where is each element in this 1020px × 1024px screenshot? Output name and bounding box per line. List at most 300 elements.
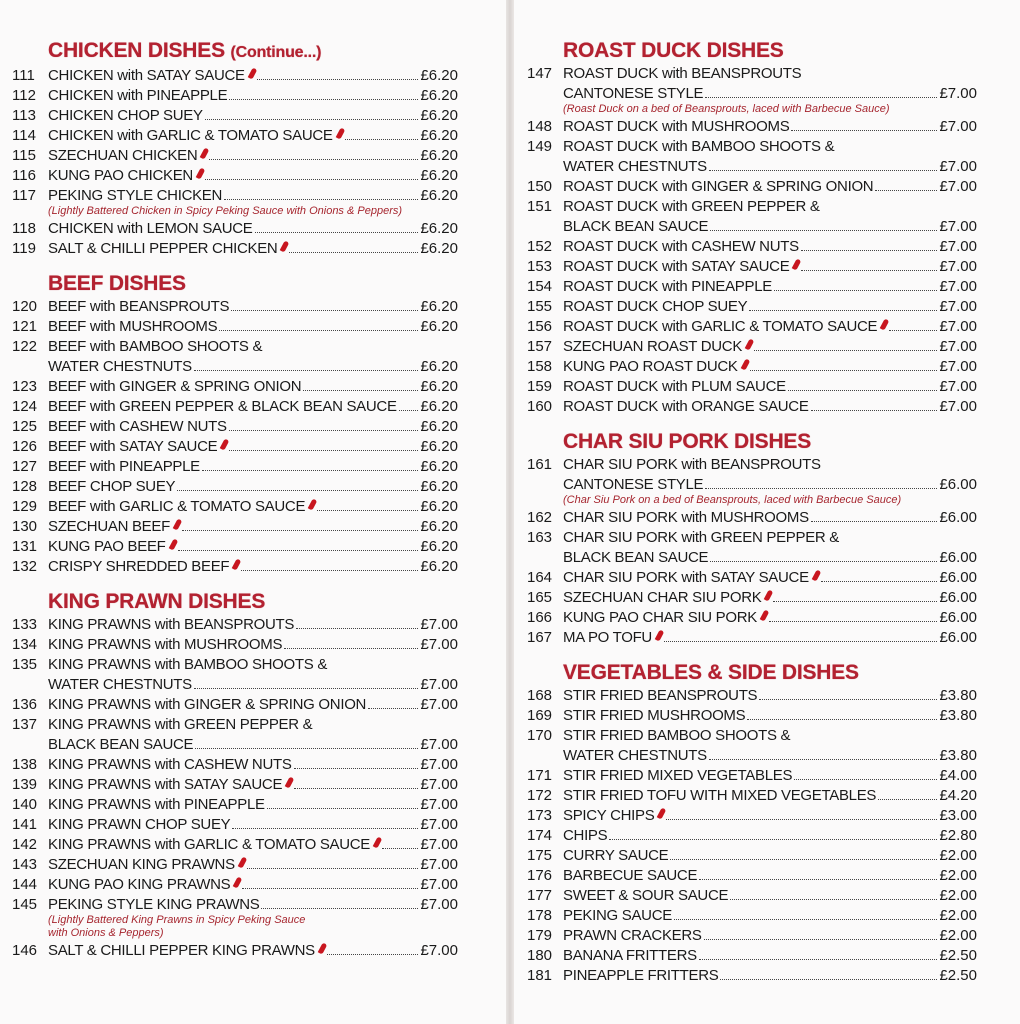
item-line	[12, 875, 458, 895]
item-line	[527, 455, 977, 475]
item-line	[527, 926, 977, 946]
section-title-text: CHICKEN DISHES	[48, 39, 225, 62]
item-name-continued: BLACK BEAN SAUCE	[563, 218, 709, 235]
menu-item	[527, 528, 977, 568]
section-title-beef-dishes	[12, 271, 458, 297]
item-name: BEEF with GARLIC & TOMATO SAUCE	[48, 498, 306, 515]
item-number: 181	[527, 967, 553, 984]
item-price: £3.00	[939, 807, 977, 824]
item-number: 133	[12, 616, 38, 633]
item-line	[527, 197, 977, 217]
item-price: £7.00	[420, 836, 458, 853]
item-name-continued: CANTONESE STYLE	[563, 85, 704, 102]
item-price: £7.00	[420, 816, 458, 833]
menu-item-list	[12, 297, 458, 577]
item-price: £7.00	[420, 856, 458, 873]
menu-item	[12, 457, 458, 477]
dot-leader	[229, 87, 418, 100]
item-number: 121	[12, 318, 38, 335]
item-number: 165	[527, 589, 553, 606]
dot-leader	[327, 942, 418, 955]
item-price: £6.00	[939, 589, 977, 606]
menu-item	[12, 497, 458, 517]
item-number: 146	[12, 942, 38, 959]
menu-item	[527, 197, 977, 237]
item-line	[527, 397, 977, 417]
item-number: 179	[527, 927, 553, 944]
dot-leader	[788, 378, 937, 391]
item-line	[12, 357, 458, 377]
dot-leader	[194, 676, 418, 689]
menu-item	[527, 846, 977, 866]
menu-item	[527, 588, 977, 608]
item-number: 128	[12, 478, 38, 495]
menu-item	[12, 146, 458, 166]
item-price: £6.20	[420, 67, 458, 84]
menu-item	[12, 755, 458, 775]
item-name: ROAST DUCK with PLUM SAUCE	[563, 378, 786, 395]
item-name: KING PRAWNS with PINEAPPLE	[48, 796, 265, 813]
item-line	[527, 786, 977, 806]
menu-item	[527, 568, 977, 588]
item-name: PRAWN CRACKERS	[563, 927, 702, 944]
item-line	[12, 86, 458, 106]
item-name: BEEF with BAMBOO SHOOTS &	[48, 338, 263, 355]
item-number: 169	[527, 707, 553, 724]
item-number: 180	[527, 947, 553, 964]
item-name: CRISPY SHREDDED BEEF	[48, 558, 230, 575]
item-line	[12, 635, 458, 655]
item-line	[527, 357, 977, 377]
item-name: BEEF with GREEN PEPPER & BLACK BEAN SAUCE	[48, 398, 397, 415]
dot-leader	[749, 298, 937, 311]
dot-leader	[774, 278, 937, 291]
menu-item	[12, 417, 458, 437]
item-name-continued: CANTONESE STYLE	[563, 476, 704, 493]
item-price: £2.00	[939, 847, 977, 864]
item-price: £7.00	[939, 238, 977, 255]
dot-leader	[666, 807, 937, 820]
item-line	[12, 146, 458, 166]
item-name: BEEF with PINEAPPLE	[48, 458, 200, 475]
menu-item	[527, 377, 977, 397]
item-name: SPICY CHIPS	[563, 807, 655, 824]
item-price: £6.20	[420, 438, 458, 455]
item-number: 142	[12, 836, 38, 853]
item-name: CHAR SIU PORK with GREEN PEPPER &	[563, 529, 840, 546]
dot-leader	[710, 549, 937, 562]
chilli-icon	[233, 876, 243, 888]
item-line	[12, 377, 458, 397]
chilli-icon	[285, 776, 295, 788]
item-price: £7.00	[939, 258, 977, 275]
menu-item	[12, 715, 458, 755]
item-price: £6.20	[420, 87, 458, 104]
dot-leader	[255, 220, 418, 233]
menu-item	[527, 726, 977, 766]
dot-leader	[821, 569, 937, 582]
item-number: 120	[12, 298, 38, 315]
item-name: BARBECUE SAUCE	[563, 867, 698, 884]
item-number: 143	[12, 856, 38, 873]
chilli-icon	[811, 569, 821, 581]
item-name: SZECHUAN BEEF	[48, 518, 170, 535]
item-price: £4.00	[939, 767, 977, 784]
dot-leader	[382, 836, 418, 849]
dot-leader	[231, 298, 418, 311]
item-number: 164	[527, 569, 553, 586]
item-line	[527, 946, 977, 966]
item-name: ROAST DUCK with BAMBOO SHOOTS &	[563, 138, 835, 155]
item-line	[527, 568, 977, 588]
dot-leader	[296, 616, 418, 629]
chilli-icon	[764, 589, 774, 601]
dot-leader	[769, 609, 937, 622]
item-price: £2.80	[939, 827, 977, 844]
dot-leader	[303, 378, 418, 391]
right-column	[527, 38, 977, 986]
dot-leader	[889, 318, 937, 331]
menu-item	[12, 166, 458, 186]
item-line	[527, 966, 977, 986]
dot-leader	[704, 927, 937, 940]
chilli-icon	[760, 609, 770, 621]
item-name: KING PRAWNS with BAMBOO SHOOTS &	[48, 656, 328, 673]
item-price: £6.20	[420, 478, 458, 495]
dot-leader	[399, 398, 418, 411]
menu-item	[12, 537, 458, 557]
item-price: £6.20	[420, 458, 458, 475]
dot-leader	[294, 756, 418, 769]
dot-leader	[754, 338, 937, 351]
item-line	[527, 906, 977, 926]
chilli-icon	[740, 358, 750, 370]
dot-leader	[177, 478, 418, 491]
chilli-icon	[880, 318, 890, 330]
item-price: £7.00	[420, 696, 458, 713]
dot-leader	[232, 816, 418, 829]
item-number: 130	[12, 518, 38, 535]
item-name: STIR FRIED BAMBOO SHOOTS &	[563, 727, 791, 744]
menu-item	[12, 66, 458, 86]
dot-leader	[294, 776, 418, 789]
menu-item	[12, 186, 458, 218]
menu-item	[527, 966, 977, 986]
menu-item	[527, 237, 977, 257]
item-price: £7.00	[939, 298, 977, 315]
dot-leader	[720, 967, 937, 980]
item-number: 129	[12, 498, 38, 515]
item-name: ROAST DUCK with PINEAPPLE	[563, 278, 772, 295]
menu-item	[527, 926, 977, 946]
item-price: £6.20	[420, 127, 458, 144]
item-name: BEEF with GINGER & SPRING ONION	[48, 378, 302, 395]
dot-leader	[205, 107, 418, 120]
section-title-text: CHAR SIU PORK DISHES	[563, 430, 812, 453]
item-number: 139	[12, 776, 38, 793]
item-price: £6.00	[939, 549, 977, 566]
menu-item	[527, 628, 977, 648]
item-line	[527, 588, 977, 608]
item-name-continued: BLACK BEAN SAUCE	[563, 549, 709, 566]
item-line	[12, 755, 458, 775]
item-price: £2.00	[939, 887, 977, 904]
chilli-icon	[657, 807, 667, 819]
menu-item	[527, 766, 977, 786]
item-number: 141	[12, 816, 38, 833]
item-name: ROAST DUCK with SATAY SAUCE	[563, 258, 790, 275]
item-name: STIR FRIED TOFU WITH MIXED VEGETABLES	[563, 787, 877, 804]
item-name: BEEF with SATAY SAUCE	[48, 438, 218, 455]
dot-leader	[194, 358, 418, 371]
item-name: BEEF CHOP SUEY	[48, 478, 176, 495]
item-line	[12, 337, 458, 357]
item-line	[527, 475, 977, 495]
item-name: STIR FRIED BEANSPROUTS	[563, 687, 758, 704]
item-price: £7.00	[939, 158, 977, 175]
item-line	[12, 795, 458, 815]
item-price: £7.00	[420, 896, 458, 913]
item-line	[527, 217, 977, 237]
item-name: KING PRAWNS with GINGER & SPRING ONION	[48, 696, 367, 713]
dot-leader	[709, 158, 937, 171]
dot-leader	[202, 458, 418, 471]
item-number: 119	[12, 240, 36, 257]
item-number: 175	[527, 847, 553, 864]
item-price: £6.20	[420, 358, 458, 375]
item-name: MA PO TOFU	[563, 629, 652, 646]
item-price: £7.00	[420, 796, 458, 813]
item-number: 176	[527, 867, 553, 884]
item-name: KING PRAWNS with MUSHROOMS	[48, 636, 283, 653]
menu-item	[527, 508, 977, 528]
item-number: 166	[527, 609, 553, 626]
section-title-text: BEEF DISHES	[48, 272, 186, 295]
item-number: 153	[527, 258, 553, 275]
item-number: 155	[527, 298, 553, 315]
item-number: 160	[527, 398, 553, 415]
item-number: 144	[12, 876, 38, 893]
item-line	[527, 157, 977, 177]
section-title-text: VEGETABLES & SIDE DISHES	[563, 661, 859, 684]
item-price: £7.00	[939, 338, 977, 355]
menu-item	[527, 608, 977, 628]
item-number: 118	[12, 220, 36, 237]
item-name: CHICKEN with LEMON SAUCE	[48, 220, 253, 237]
item-price: £6.00	[939, 509, 977, 526]
chilli-icon	[318, 942, 328, 954]
menu-item	[12, 377, 458, 397]
menu-item-list	[527, 455, 977, 648]
dot-leader	[229, 418, 418, 431]
item-name: KUNG PAO CHAR SIU PORK	[563, 609, 757, 626]
dot-leader	[182, 518, 418, 531]
item-line	[12, 219, 458, 239]
item-number: 162	[527, 509, 553, 526]
menu-item	[527, 357, 977, 377]
item-price: £7.00	[420, 942, 458, 959]
dot-leader	[242, 876, 418, 889]
item-number: 174	[527, 827, 553, 844]
item-name: KING PRAWNS with BEANSPROUTS	[48, 616, 295, 633]
item-price: £6.00	[939, 476, 977, 493]
item-line	[12, 715, 458, 735]
item-number: 132	[12, 558, 38, 575]
item-line	[12, 437, 458, 457]
item-price: £6.00	[939, 629, 977, 646]
item-name: ROAST DUCK with GARLIC & TOMATO SAUCE	[563, 318, 878, 335]
item-name: SALT & CHILLI PEPPER KING PRAWNS	[48, 942, 315, 959]
item-line	[527, 686, 977, 706]
menu-item	[12, 239, 458, 259]
item-line	[527, 746, 977, 766]
item-line	[12, 417, 458, 437]
item-line	[527, 806, 977, 826]
item-number: 158	[527, 358, 553, 375]
item-name: CHICKEN CHOP SUEY	[48, 107, 203, 124]
section-title-char-siu-pork-dishes	[527, 429, 977, 455]
item-name: BEEF with BEANSPROUTS	[48, 298, 230, 315]
dot-leader	[261, 896, 418, 909]
item-price: £7.00	[420, 676, 458, 693]
item-name: PINEAPPLE FRITTERS	[563, 967, 719, 984]
item-number: 127	[12, 458, 38, 475]
menu-item	[12, 695, 458, 715]
item-number: 152	[527, 238, 553, 255]
item-line	[527, 277, 977, 297]
menu-item	[12, 835, 458, 855]
item-line	[527, 237, 977, 257]
item-name: CHICKEN with SATAY SAUCE	[48, 67, 245, 84]
item-price: £6.20	[420, 498, 458, 515]
item-price: £6.20	[420, 187, 458, 204]
item-price: £6.20	[420, 538, 458, 555]
dot-leader	[670, 847, 937, 860]
item-name: KUNG PAO KING PRAWNS	[48, 876, 231, 893]
item-line	[527, 706, 977, 726]
item-name: ROAST DUCK with MUSHROOMS	[563, 118, 790, 135]
section-title-king-prawn-dishes	[12, 589, 458, 615]
dot-leader	[705, 85, 937, 98]
menu-item	[527, 706, 977, 726]
item-number: 157	[527, 338, 553, 355]
item-description: (Char Siu Pork on a bed of Beansprouts, laced with Barbecue Sauce)	[563, 494, 902, 506]
dot-leader	[257, 67, 418, 80]
chilli-icon	[655, 629, 665, 641]
item-name-continued: WATER CHESTNUTS	[563, 747, 707, 764]
menu-item	[527, 786, 977, 806]
item-number: 178	[527, 907, 553, 924]
item-line	[12, 655, 458, 675]
item-line	[12, 517, 458, 537]
dot-leader	[289, 240, 418, 253]
item-line	[527, 866, 977, 886]
item-line	[527, 137, 977, 157]
menu-item	[12, 86, 458, 106]
item-line	[527, 766, 977, 786]
item-line	[12, 106, 458, 126]
item-number: 177	[527, 887, 553, 904]
item-number: 171	[527, 767, 553, 784]
item-line	[12, 895, 458, 915]
item-number: 147	[527, 65, 553, 82]
dot-leader	[705, 476, 937, 489]
item-price: £6.20	[420, 518, 458, 535]
dot-leader	[747, 707, 937, 720]
menu-item	[527, 866, 977, 886]
item-name: KING PRAWNS with SATAY SAUCE	[48, 776, 283, 793]
item-name: CHIPS	[563, 827, 608, 844]
item-number: 167	[527, 629, 553, 646]
item-price: £4.20	[939, 787, 977, 804]
item-line	[527, 886, 977, 906]
item-name: PEKING STYLE CHICKEN	[48, 187, 223, 204]
dot-leader	[178, 538, 418, 551]
section-title-text: KING PRAWN DISHES	[48, 590, 266, 613]
chilli-icon	[280, 240, 290, 252]
menu-item	[527, 686, 977, 706]
menu-item	[527, 455, 977, 507]
menu-item	[12, 655, 458, 695]
item-number: 163	[527, 529, 553, 546]
dot-leader	[224, 187, 418, 200]
chilli-icon	[232, 558, 242, 570]
item-line	[12, 735, 458, 755]
left-column	[12, 38, 458, 961]
dot-leader	[759, 687, 937, 700]
item-price: £7.00	[939, 398, 977, 415]
item-name: BEEF with MUSHROOMS	[48, 318, 218, 335]
item-description: (Roast Duck on a bed of Beansprouts, laced with Barbecue Sauce)	[563, 103, 890, 115]
item-name: KING PRAWNS with GREEN PEPPER &	[48, 716, 313, 733]
item-price: £6.20	[420, 378, 458, 395]
item-line	[12, 941, 458, 961]
menu-item	[12, 106, 458, 126]
dot-leader	[609, 827, 937, 840]
section-title-chicken-dishes	[12, 38, 458, 66]
page-fold	[506, 0, 514, 1024]
item-price: £7.00	[420, 756, 458, 773]
item-description: (Lightly Battered Chicken in Spicy Peking Sauce with Onions & Peppers)	[48, 205, 403, 217]
item-price: £6.00	[939, 569, 977, 586]
item-line	[527, 317, 977, 337]
menu-item	[527, 806, 977, 826]
item-name: SALT & CHILLI PEPPER CHICKEN	[48, 240, 278, 257]
item-line	[527, 257, 977, 277]
item-number: 145	[12, 896, 38, 913]
item-name: ROAST DUCK with BEANSPROUTS	[563, 65, 802, 82]
item-number: 135	[12, 656, 38, 673]
dot-leader	[875, 178, 937, 191]
item-number: 148	[527, 118, 553, 135]
item-line	[12, 537, 458, 557]
item-name: STIR FRIED MIXED VEGETABLES	[563, 767, 793, 784]
menu-item	[12, 337, 458, 377]
item-number: 173	[527, 807, 553, 824]
item-name: BANANA FRITTERS	[563, 947, 697, 964]
item-name-continued: WATER CHESTNUTS	[48, 358, 192, 375]
item-number: 111	[12, 67, 35, 84]
menu-item	[12, 941, 458, 961]
dot-leader	[674, 907, 937, 920]
dot-leader	[219, 318, 418, 331]
item-name-continued: WATER CHESTNUTS	[48, 676, 192, 693]
item-line	[12, 815, 458, 835]
item-price: £2.00	[939, 907, 977, 924]
item-name: CURRY SAUCE	[563, 847, 669, 864]
chilli-icon	[173, 518, 183, 530]
menu-item	[527, 906, 977, 926]
